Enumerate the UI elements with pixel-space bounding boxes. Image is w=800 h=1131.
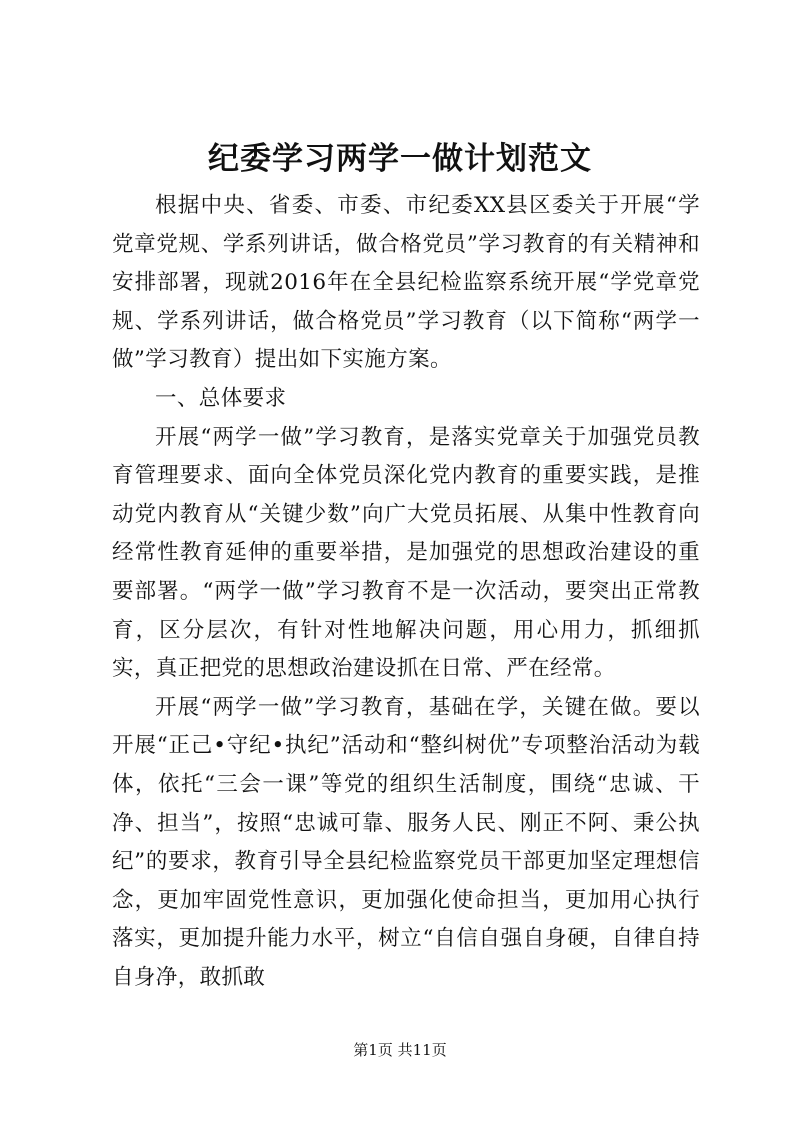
- page-title: 纪委学习两学一做计划范文: [208, 141, 592, 177]
- section-heading-general-requirements: 一、总体要求: [155, 385, 287, 411]
- paragraph-significance: 开展“两学一做”学习教育，是落实党章关于加强党员教育管理要求、面向全体党员深化党内教育的重要实践，是推动党内教育从“关键少数”向广大党员拓展、从集中性教育向经常性教育延伸的重要举措，是加强党的思想政治建设的重要部署。“两学一做”学习教育不是一次活动，要突出正常教育，区分层次，有针对性地解决问题，用心用力，抓细抓实，真正把党的思想政治建设抓在日常、严在经常。: [112, 424, 700, 682]
- paragraph-foundation: 开展“两学一做”学习教育，基础在学，关键在做。要以开展“正己•守纪•执纪”活动和“整纠树优”专项整治活动为载体，依托“三会一课”等党的组织生活制度，围绕“忠诚、干净、担当”，按照“忠诚可靠、服务人民、刚正不阿、秉公执纪”的要求，教育引导全县纪检监察党员干部更加坚定理想信念，更加牢固党性意识，更加强化使命担当，更加用心执行落实，更加提升能力水平，树立“自信自强自身硬，自律自持自身净，敢抓敢: [112, 694, 700, 990]
- paragraph-intro: 根据中央、省委、市委、市纪委XX县区委关于开展“学党章党规、学系列讲话，做合格党员”学习教育的有关精神和安排部署，现就2016年在全县纪检监察系统开展“学党章党规、学系列讲话，做合格党员”学习教育（以下简称“两学一做”学习教育）提出如下实施方案。: [112, 193, 700, 373]
- document-body: [112, 187, 700, 997]
- page-number-footer: 第1页 共11页: [353, 1041, 447, 1059]
